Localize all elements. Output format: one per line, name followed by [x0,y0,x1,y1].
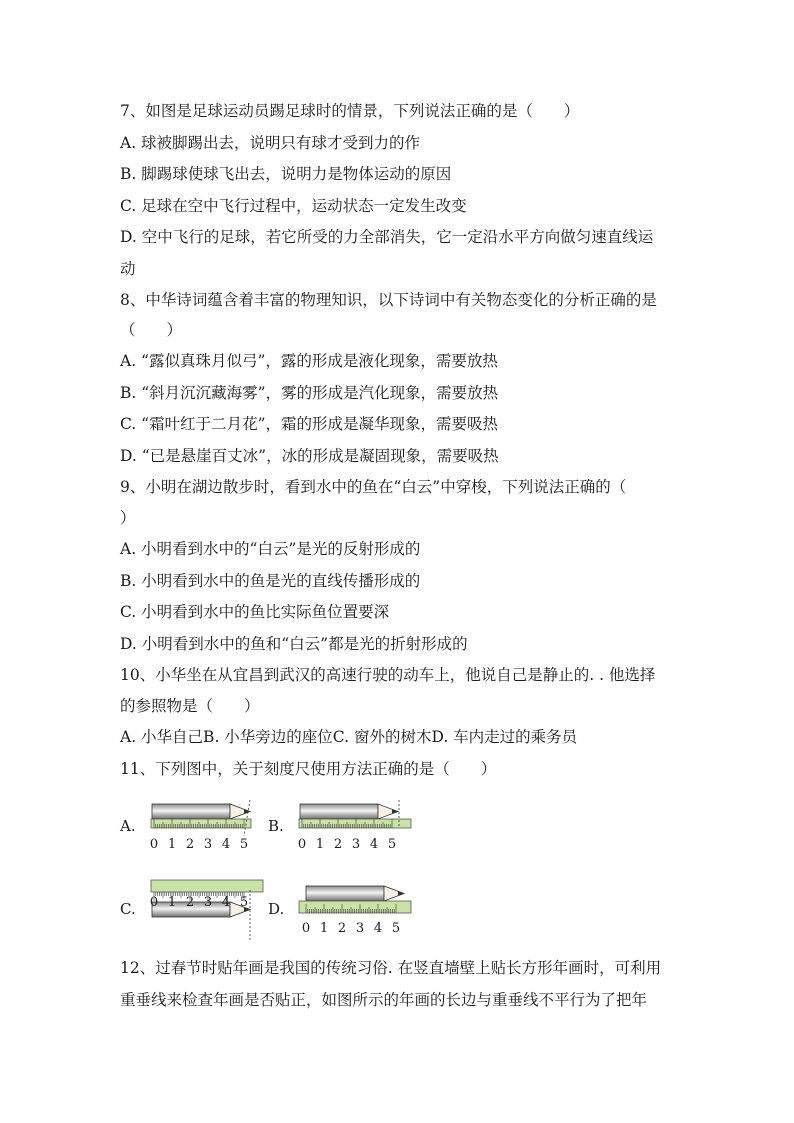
ruler [299,901,411,913]
q8-option-b: B. “斜月沉沉藏海雾”，雾的形成是汽化现象，需要放热 [120,384,499,402]
q12-line1: 12、过春节时贴年画是我国的传统习俗. 在竖直墙壁上贴长方形年画时，可利用 [120,959,662,977]
pencil [300,804,398,819]
ruler-tick-label: 1 [315,837,325,852]
ruler-tick-label: 0 [149,837,159,852]
ruler-figure-d [296,880,416,936]
q9-stem-cont: ） [120,509,136,527]
q9-option-b: B. 小明看到水中的鱼是光的直线传播形成的 [120,572,421,590]
dashed-line [244,800,250,836]
q10-stem: 10、小华坐在从宜昌到武汉的高速行驶的动车上，他说自己是静止的. . 他选择 [120,666,656,684]
ruler-figure-c [148,876,268,942]
ruler-tick-label: 2 [185,895,195,910]
ruler-tick-label: 4 [369,837,379,852]
q8-stem-cont: （ ） [120,321,183,339]
q11-label-d: D. [268,900,285,918]
ruler-tick-label: 5 [239,895,249,910]
ruler-tick-label: 3 [203,837,213,852]
q11-label-a: A. [120,817,136,835]
ruler-tick-label: 0 [297,837,307,852]
ruler-tick-label: 0 [301,921,311,936]
ruler-tick-label: 4 [221,837,231,852]
q7-option-b: B. 脚踢球使球飞出去，说明力是物体运动的原因 [120,165,452,183]
q7-option-c: C. 足球在空中飞行过程中，运动状态一定发生改变 [120,197,467,215]
ruler-tick-label: 3 [203,895,213,910]
q8-option-a: A. “露似真珠月似弓”，露的形成是液化现象，需要放热 [120,352,498,370]
ruler-tick-label: 5 [387,837,397,852]
ruler-tick-label: 4 [373,921,383,936]
ruler-tick-label: 3 [355,921,365,936]
q11-label-c: C. [120,900,136,918]
q9-option-a: A. 小明看到水中的“白云”是光的反射形成的 [120,540,421,558]
q10-stem-cont: 的参照物是（ ） [120,697,260,715]
pencil [306,886,404,901]
ruler [299,819,411,828]
ruler-tick-label: 4 [221,895,231,910]
ruler-tick-label: 2 [337,921,347,936]
ruler-tick-label: 1 [319,921,329,936]
ruler-figure-a [148,800,268,852]
ruler [151,819,251,828]
q8-option-c: C. “霜叶红于二月花”，霜的形成是凝华现象，需要吸热 [120,415,499,433]
q9-stem: 9、小明在湖边散步时，看到水中的鱼在“白云”中穿梭，下列说法正确的（ [120,478,627,496]
ruler-tick-label: 3 [351,837,361,852]
ruler-tick-label: 1 [167,837,177,852]
pencil [152,804,250,819]
q10-options: A. 小华自己B. 小华旁边的座位C. 窗外的树木D. 车内走过的乘务员 [120,728,578,746]
q8-option-d: D. “已是悬崖百丈冰”，冰的形成是凝固现象，需要吸热 [120,447,499,465]
ruler-figure-b [296,800,416,852]
ruler-tick-label: 0 [149,895,159,910]
ruler-tick-label: 2 [185,837,195,852]
q12-line2: 重垂线来检查年画是否贴正，如图所示的年画的长边与重垂线不平行为了把年 [120,991,648,1009]
q7-stem: 7、如图是足球运动员踢足球时的情景，下列说法正确的是（ ） [120,102,580,120]
q7-option-a: A. 球被脚踢出去，说明只有球才受到力的作 [120,134,421,152]
ruler-tick-label: 2 [333,837,343,852]
q9-option-d: D. 小明看到水中的鱼和“白云”都是光的折射形成的 [120,635,468,653]
q9-option-c: C. 小明看到水中的鱼比实际鱼位置要深 [120,603,390,621]
ruler-tick-label: 5 [391,921,401,936]
pencil [152,902,250,917]
q7-option-d-cont: 动 [120,260,136,278]
ruler-tick-label: 1 [167,895,177,910]
ruler-tick-label: 5 [239,837,249,852]
q8-stem: 8、中华诗词蕴含着丰富的物理知识，以下诗词中有关物态变化的分析正确的是 [120,291,657,309]
q11-label-b: B. [268,817,284,835]
q11-stem: 11、下列图中，关于刻度尺使用方法正确的是（ ） [120,760,497,778]
q7-option-d: D. 空中飞行的足球，若它所受的力全部消失，它一定沿水平方向做匀速直线运 [120,228,654,246]
